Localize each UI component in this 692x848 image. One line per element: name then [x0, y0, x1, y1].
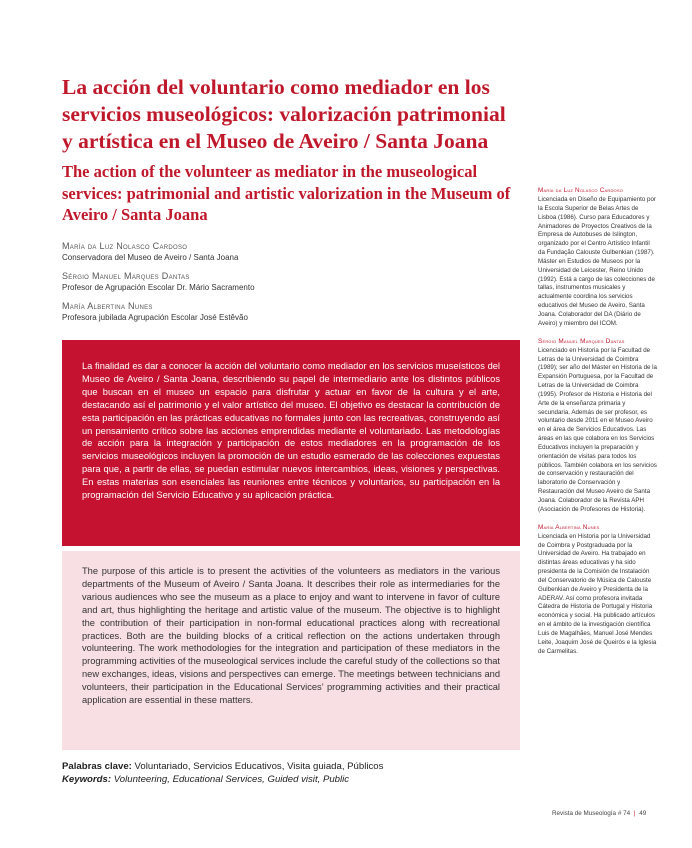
- author-bio-name: María Albertina Nunes: [538, 523, 600, 531]
- abstract-spanish-text: La finalidad es dar a conocer la acción del voluntario como mediador en los servicios museísticos del Museo de Aveiro / Santa Joana, describiendo su papel de intermediario ante los distintos públicos que buscan en el museo un espacio para disfrutar y actuar en favor de la cultura y el arte, destacando así el patrimonio y el valor artístico del museo. El objetivo es destacar la contribución de esta participación en las prácticas educativas no formales junto con las recreativas, construyendo así un pensamiento crítico sobre las acciones emprendidas mediante el voluntariado. Las metodologías de acción para la integración y participación de estos mediadores en la programación de los servicios museológicos incluyen la promoción de un estudio esmerado de las colecciones expuestas para que, a partir de ellas, se puedan estimular nuevos intercambios, ideas, visiones y perspectivas. En estas materias son esenciales las reuniones entre técnicos y voluntarios, su participación en la programación del Servicio Educativo y su aplicación práctica.: [82, 361, 500, 501]
- journal-issue: # 74: [617, 810, 631, 817]
- author-name: Sérgio Manuel Marques Dantas: [62, 271, 190, 281]
- author-bio-text: Licenciada en Diseño de Equipamiento por la Escola Superior de Belas Artes de Lisboa (1986). Curso para Educadores y Animadores de Proyectos Creativos de la Empresa de Autobuses de Islington, organizado por el Centro Artístico Infantil da Fundação Calouste Gulbenkian (1987). Máster en Estudios de Museos por la Universidad de Leicester, Reino Unido (1992). Está a cargo de las colecciones de tallas, instrumentos musicales y actualmente coordina los servicios educativos del Museo de Aveiro, Santa Joana. Colaborador del DA (Diário de Aveiro) y miembro del ICOM.: [538, 196, 656, 327]
- abstract-english: [62, 551, 520, 750]
- author-bio: [538, 337, 658, 515]
- footer-separator: |: [633, 810, 636, 817]
- author-affiliation: Conservadora del Museo de Aveiro / Santa Joana: [62, 253, 239, 262]
- abstract-spanish: [62, 340, 520, 546]
- author-bio: [538, 186, 658, 329]
- keywords-english-label: Keywords:: [62, 774, 112, 785]
- article-title-en: The action of the volunteer as mediator in the museological services: patrimonial and artistic valorization in the Museum of Aveiro / Santa Joana: [62, 162, 511, 224]
- author-affiliation: Profesora jubilada Agrupación Escolar José Estêvão: [62, 313, 248, 322]
- author-bio: [538, 523, 658, 657]
- author-name: María Albertina Nunes: [62, 301, 153, 311]
- journal-name: Revista de Museología: [552, 810, 617, 817]
- author-bio-text: Licenciada en Historia por la Universidad de Coimbra y Postgraduada por la Universidad de Aveiro. Ha trabajado en distintas áreas educativas y ha sido presidenta de la Comisión de Instalación del Conservatorio de Música de Calouste Gulbenkian de Aveiro y Presidenta de la ADERAV. Así como profesora invitada Cátedra de Historia de Portugal y Historia económica y social. Ha publicado artículos en el ámbito de la investigación científica Luis de Magalhães, Manuel José Mendes Leite, Joaquim José de Queirós e la Iglesia de Carmelitas.: [538, 532, 657, 655]
- page-footer: [552, 810, 662, 817]
- author-bio-text: Licenciado en Historia por la Facultad de Letras de la Universidad de Coimbra (1989); ser año del Máster en Historia de la Expansión Portuguesa, por la Facultad de Letras de la Universidad de Coimbra (1995). Profesor de Historia e Historia del Arte de la enseñanza primaria y secundaria. Además de ser profesor, es voluntario desde 2011 en el Museo Aveiro en el área de Servicios Educativos. Las áreas en las que colabora en los Servicios Educativos incluyen la preparación y orientación de visitas para todos los públicos. También colabora en los servicios de conservación y restauración del laboratorio de Conservación y Restauración del Museo Aveiro de Santa Joana. Colaborador de la Revista APH (Asociación de Profesores de Historia).: [538, 346, 657, 513]
- keywords-spanish: [62, 760, 522, 773]
- author-name: María da Luz Nolasco Cardoso: [62, 241, 188, 251]
- keywords-spanish-value: Voluntariado, Servicios Educativos, Visita guiada, Públicos: [134, 761, 384, 772]
- keywords-spanish-label: Palabras clave:: [62, 761, 132, 772]
- keywords-english-value: Volunteering, Educational Services, Guided visit, Public: [113, 774, 350, 785]
- author-bios-sidebar: [538, 186, 658, 665]
- article-title-es: La acción del voluntario como mediador en los servicios museológicos: valorización patrimonial y artística en el Museo de Aveiro / Santa Joana: [62, 75, 506, 153]
- author-entry: [62, 270, 502, 293]
- keywords-block: [62, 760, 522, 786]
- author-bio-name: María da Luz Nolasco Cardoso: [538, 187, 624, 194]
- page-number: 49: [639, 810, 647, 817]
- keywords-english: [62, 773, 522, 786]
- author-entry: [62, 300, 502, 323]
- author-entry: [62, 240, 502, 263]
- abstract-english-text: The purpose of this article is to present the activities of the volunteers as mediators in the various departments of the Museum of Aveiro / Santa Joana. It describes their role as intermediaries for the various audiences who see the museum as a place to enjoy and want to intervene in favor of culture and art, thus highlighting the heritage and artistic value of the museum. The objective is to highlight the contribution of their participation in non-formal educational practices along with recreational practices. Both are the building blocks of a critical reflection on the actions undertaken through volunteering. The work methodologies for the integration and participation of these mediators in the programming activities of the museological services include the careful study of the collections so that new exchanges, ideas, visions and perspectives can emerge. The meetings between technicians and volunteers, their participation in the Educational Services’ programming activities and their practical application are essential in these matters.: [82, 566, 500, 706]
- author-list: [62, 240, 502, 330]
- author-affiliation: Profesor de Agrupación Escolar Dr. Mário Sacramento: [62, 283, 255, 292]
- author-bio-name: Sérgio Manuel Marques Dantas: [538, 337, 625, 345]
